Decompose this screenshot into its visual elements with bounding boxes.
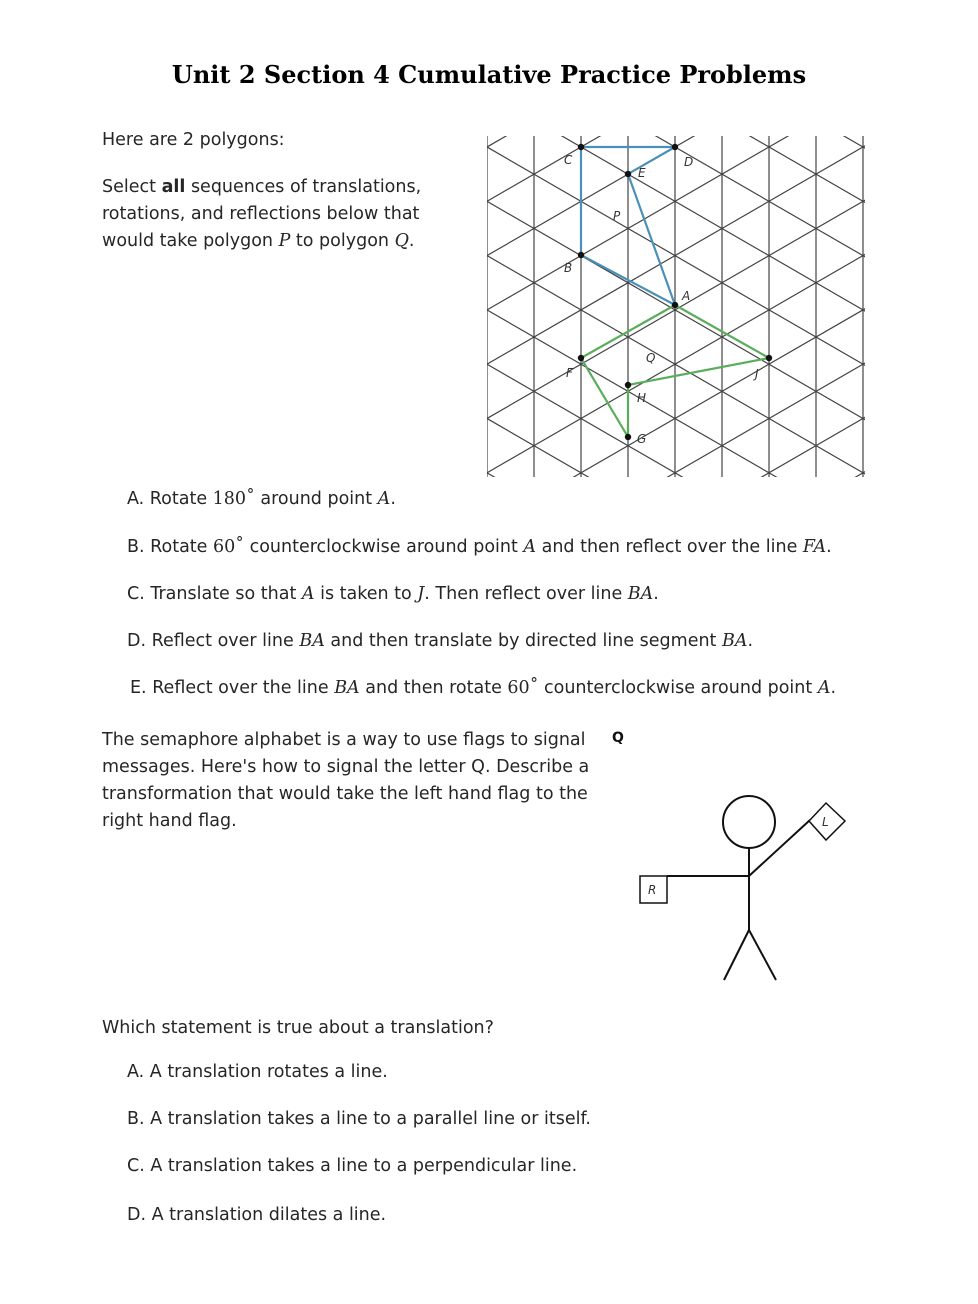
problem3-option: D. A translation dilates a line. bbox=[127, 1205, 387, 1225]
option-text: 60 bbox=[507, 678, 530, 698]
vertex-label: Q bbox=[646, 351, 656, 365]
option-letter: D. bbox=[127, 631, 152, 651]
vertex-label: D bbox=[684, 155, 694, 169]
semaphore-figure bbox=[630, 790, 860, 990]
problem3-option: B. A translation takes a line to a parallel line or itself. bbox=[127, 1109, 591, 1129]
option-text: BA bbox=[721, 631, 748, 651]
option-text: is taken to bbox=[314, 584, 418, 604]
option-text: A bbox=[377, 489, 391, 509]
option-text: Reflect over line bbox=[151, 631, 300, 651]
vertex-point bbox=[672, 302, 678, 308]
problem1-option bbox=[127, 631, 753, 651]
option-text: BA bbox=[334, 678, 360, 698]
problem3-option: A. A translation rotates a line. bbox=[127, 1062, 388, 1082]
page-title: Unit 2 Section 4 Cumulative Practice Problems bbox=[171, 60, 807, 89]
left-flag-label: L bbox=[822, 815, 829, 829]
problem1-option bbox=[127, 537, 832, 557]
right-leg bbox=[749, 930, 776, 980]
option-text: . bbox=[747, 631, 754, 651]
vertex-label: P bbox=[613, 209, 621, 223]
option-text: Rotate bbox=[150, 537, 213, 557]
vertex-label: B bbox=[564, 261, 573, 275]
option-text: BA bbox=[627, 584, 654, 604]
option-text: Reflect over the line bbox=[152, 678, 335, 698]
vertex-point bbox=[625, 382, 631, 388]
vertex-point bbox=[625, 171, 631, 177]
option-text: . bbox=[830, 678, 837, 698]
instruction-text: . bbox=[408, 231, 415, 251]
instruction-bold: all bbox=[161, 177, 186, 197]
option-letter: C. bbox=[127, 584, 151, 604]
option-text: J bbox=[417, 584, 425, 604]
problem1-instruction bbox=[102, 174, 442, 255]
raised-arm bbox=[749, 820, 810, 876]
polygon-q-name: Q bbox=[394, 231, 409, 251]
semaphore-letter: Q bbox=[612, 730, 624, 746]
instruction-text: to polygon bbox=[290, 231, 395, 251]
option-text: Rotate bbox=[149, 489, 213, 509]
option-text: ˚ around point bbox=[246, 489, 378, 509]
vertex-label: C bbox=[564, 153, 573, 167]
option-text: ˚ counterclockwise around point bbox=[529, 678, 818, 698]
vertex-label: H bbox=[637, 391, 647, 405]
vertex-labels bbox=[564, 153, 759, 446]
polygon-p-name: P bbox=[278, 231, 291, 251]
instruction-text: sequences of translations, rotations, and reflections below that would take polygon bbox=[102, 177, 422, 251]
option-text: A bbox=[301, 584, 315, 604]
vertex-point bbox=[672, 144, 678, 150]
option-text: . bbox=[653, 584, 659, 604]
vertex-label: J bbox=[755, 367, 759, 381]
vertex-point bbox=[766, 355, 772, 361]
problem2-text: The semaphore alphabet is a way to use flags to signal messages. Here's how to signal the letter Q. Describe a transformation that would take the left hand flag to the right hand flag. bbox=[102, 730, 590, 831]
problem1-intro: Here are 2 polygons: bbox=[102, 130, 285, 150]
option-text: and then rotate bbox=[359, 678, 508, 698]
option-text: . Then reflect over line bbox=[424, 584, 628, 604]
problem3-option: C. A translation takes a line to a perpendicular line. bbox=[127, 1156, 578, 1176]
problem1-option bbox=[127, 584, 659, 604]
option-text: FA bbox=[802, 537, 827, 557]
instruction-text: Select bbox=[102, 177, 162, 197]
option-text: A bbox=[817, 678, 831, 698]
left-leg bbox=[724, 930, 749, 980]
problem3-question: Which statement is true about a translation? bbox=[102, 1018, 494, 1038]
vertex-label: F bbox=[566, 366, 573, 380]
isometric-grid-diagram bbox=[470, 130, 880, 482]
vertex-label: G bbox=[637, 432, 647, 446]
vertex-point bbox=[578, 355, 584, 361]
vertex-point bbox=[578, 144, 584, 150]
option-letter: B. bbox=[127, 537, 151, 557]
option-text: 180 bbox=[212, 489, 247, 509]
option-text: 60 bbox=[213, 537, 236, 557]
option-text: . bbox=[826, 537, 832, 557]
option-letter: A. bbox=[127, 489, 150, 509]
option-text: Translate so that bbox=[150, 584, 302, 604]
option-text: BA bbox=[299, 631, 325, 651]
vertex-point bbox=[625, 434, 631, 440]
option-text: A bbox=[523, 537, 537, 557]
option-text: and then reflect over the line bbox=[536, 537, 803, 557]
vertex-point bbox=[578, 252, 584, 258]
option-text: ˚ counterclockwise around point bbox=[235, 537, 524, 557]
option-text: and then translate by directed line segment bbox=[324, 631, 722, 651]
vertex-label: A bbox=[682, 289, 691, 303]
problem1-option bbox=[130, 678, 836, 698]
vertex-label: E bbox=[638, 166, 646, 180]
right-flag-label: R bbox=[648, 883, 657, 897]
problem1-option bbox=[127, 489, 396, 509]
option-text: . bbox=[390, 489, 396, 509]
option-letter: E. bbox=[130, 678, 153, 698]
head-shape bbox=[723, 796, 775, 848]
